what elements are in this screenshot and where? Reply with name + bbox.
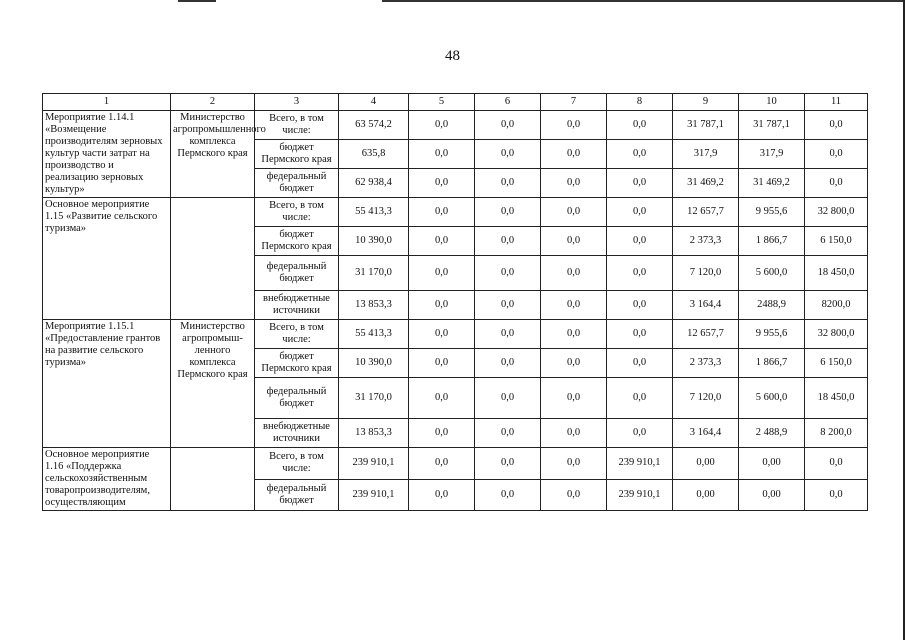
value-cell: 0,0: [409, 378, 475, 419]
value-cell: 0,00: [739, 479, 805, 511]
value-cell: 2488,9: [739, 291, 805, 320]
value-cell: 0,0: [805, 169, 868, 198]
value-cell: 0,00: [673, 448, 739, 480]
value-cell: 13 853,3: [339, 419, 409, 448]
value-cell: 0,0: [475, 419, 541, 448]
value-cell: 0,0: [607, 198, 673, 227]
value-cell: 0,0: [475, 140, 541, 169]
value-cell: 0,0: [607, 349, 673, 378]
value-cell: 8200,0: [805, 291, 868, 320]
budget-table: [42, 93, 868, 511]
activity-cell: Мероприятие 1.14.1 «Возмещение производителям зерновых культур части затрат на производство и реализацию зерновых культур»: [43, 111, 171, 198]
value-cell: 0,0: [475, 448, 541, 480]
funding-source-cell: бюджет Пермского края: [255, 227, 339, 256]
value-cell: 13 853,3: [339, 291, 409, 320]
scan-artifact-line-right: [382, 0, 905, 2]
value-cell: 0,0: [805, 140, 868, 169]
value-cell: 32 800,0: [805, 198, 868, 227]
column-header: 1: [43, 94, 171, 111]
value-cell: 9 955,6: [739, 198, 805, 227]
activity-cell: Мероприятие 1.15.1 «Предоставление грантов на развитие сельского туризма»: [43, 320, 171, 448]
column-header: 10: [739, 94, 805, 111]
value-cell: 0,0: [475, 111, 541, 140]
value-cell: 0,0: [607, 378, 673, 419]
column-header: 11: [805, 94, 868, 111]
value-cell: 5 600,0: [739, 256, 805, 291]
table-row: [43, 111, 868, 140]
value-cell: 0,0: [409, 479, 475, 511]
value-cell: 0,0: [541, 198, 607, 227]
activity-cell: Основное мероприятие 1.15 «Развитие сельского туризма»: [43, 198, 171, 320]
value-cell: 0,0: [475, 169, 541, 198]
value-cell: 5 600,0: [739, 378, 805, 419]
table-row: [43, 320, 868, 349]
column-header: 6: [475, 94, 541, 111]
funding-source-cell: бюджет Пермского края: [255, 349, 339, 378]
value-cell: 0,0: [541, 169, 607, 198]
value-cell: 0,0: [541, 378, 607, 419]
value-cell: 0,0: [541, 349, 607, 378]
value-cell: 0,0: [805, 448, 868, 480]
value-cell: 239 910,1: [607, 448, 673, 480]
value-cell: 0,00: [673, 479, 739, 511]
value-cell: 0,0: [409, 140, 475, 169]
value-cell: 0,00: [739, 448, 805, 480]
value-cell: 55 413,3: [339, 320, 409, 349]
value-cell: 12 657,7: [673, 198, 739, 227]
value-cell: 31 787,1: [673, 111, 739, 140]
value-cell: 0,0: [409, 320, 475, 349]
value-cell: 0,0: [541, 419, 607, 448]
value-cell: 31 170,0: [339, 256, 409, 291]
value-cell: 12 657,7: [673, 320, 739, 349]
value-cell: 2 488,9: [739, 419, 805, 448]
value-cell: 0,0: [409, 227, 475, 256]
value-cell: 0,0: [607, 419, 673, 448]
value-cell: 0,0: [607, 169, 673, 198]
value-cell: 18 450,0: [805, 378, 868, 419]
funding-source-cell: федеральный бюджет: [255, 169, 339, 198]
value-cell: 7 120,0: [673, 378, 739, 419]
value-cell: 0,0: [541, 111, 607, 140]
column-header: 9: [673, 94, 739, 111]
value-cell: 635,8: [339, 140, 409, 169]
value-cell: 62 938,4: [339, 169, 409, 198]
value-cell: 0,0: [409, 198, 475, 227]
value-cell: 0,0: [541, 291, 607, 320]
funding-source-cell: Всего, в том числе:: [255, 198, 339, 227]
value-cell: 3 164,4: [673, 419, 739, 448]
value-cell: 31 170,0: [339, 378, 409, 419]
value-cell: 0,0: [409, 291, 475, 320]
executor-cell: Министерство агропромыш-ленного комплекса Пермского края: [171, 320, 255, 448]
value-cell: 0,0: [475, 198, 541, 227]
table-row: [43, 198, 868, 227]
value-cell: 1 866,7: [739, 227, 805, 256]
value-cell: 18 450,0: [805, 256, 868, 291]
funding-source-cell: Всего, в том числе:: [255, 111, 339, 140]
value-cell: 0,0: [541, 227, 607, 256]
column-header: 7: [541, 94, 607, 111]
table-header-row: [43, 94, 868, 111]
value-cell: 9 955,6: [739, 320, 805, 349]
value-cell: 6 150,0: [805, 227, 868, 256]
value-cell: 10 390,0: [339, 227, 409, 256]
funding-source-cell: федеральный бюджет: [255, 479, 339, 511]
value-cell: 31 469,2: [673, 169, 739, 198]
column-header: 5: [409, 94, 475, 111]
value-cell: 0,0: [607, 140, 673, 169]
executor-cell: [171, 198, 255, 320]
value-cell: 0,0: [607, 111, 673, 140]
value-cell: 1 866,7: [739, 349, 805, 378]
value-cell: 0,0: [607, 291, 673, 320]
funding-source-cell: Всего, в том числе:: [255, 448, 339, 480]
value-cell: 239 910,1: [339, 479, 409, 511]
column-header: 3: [255, 94, 339, 111]
column-header: 8: [607, 94, 673, 111]
value-cell: 7 120,0: [673, 256, 739, 291]
value-cell: 31 469,2: [739, 169, 805, 198]
value-cell: 0,0: [409, 256, 475, 291]
value-cell: 8 200,0: [805, 419, 868, 448]
value-cell: 239 910,1: [339, 448, 409, 480]
value-cell: 2 373,3: [673, 227, 739, 256]
value-cell: 0,0: [541, 140, 607, 169]
value-cell: 0,0: [541, 256, 607, 291]
value-cell: 0,0: [607, 227, 673, 256]
value-cell: 3 164,4: [673, 291, 739, 320]
funding-source-cell: внебюджетные источники: [255, 419, 339, 448]
executor-cell: Министерство агропромышленного комплекса Пермского края: [171, 111, 255, 198]
value-cell: 0,0: [607, 256, 673, 291]
funding-source-cell: федеральный бюджет: [255, 256, 339, 291]
value-cell: 0,0: [409, 169, 475, 198]
scan-artifact-line-left: [178, 0, 216, 2]
value-cell: 32 800,0: [805, 320, 868, 349]
value-cell: 0,0: [475, 256, 541, 291]
value-cell: 0,0: [409, 419, 475, 448]
value-cell: 63 574,2: [339, 111, 409, 140]
activity-cell: Основное мероприятие 1.16 «Поддержка сельскохозяйственным товаропроизводителям, осуществляющим: [43, 448, 171, 511]
value-cell: 0,0: [541, 320, 607, 349]
value-cell: 0,0: [805, 111, 868, 140]
value-cell: 0,0: [475, 227, 541, 256]
funding-source-cell: бюджет Пермского края: [255, 140, 339, 169]
value-cell: 31 787,1: [739, 111, 805, 140]
value-cell: 0,0: [541, 479, 607, 511]
funding-source-cell: Всего, в том числе:: [255, 320, 339, 349]
column-header: 2: [171, 94, 255, 111]
funding-source-cell: федеральный бюджет: [255, 378, 339, 419]
funding-source-cell: внебюджетные источники: [255, 291, 339, 320]
value-cell: 0,0: [475, 320, 541, 349]
table-row: [43, 448, 868, 480]
value-cell: 0,0: [541, 448, 607, 480]
value-cell: 317,9: [673, 140, 739, 169]
column-header: 4: [339, 94, 409, 111]
value-cell: 0,0: [409, 448, 475, 480]
value-cell: 0,0: [607, 320, 673, 349]
value-cell: 10 390,0: [339, 349, 409, 378]
page-number: 48: [445, 48, 460, 64]
value-cell: 0,0: [475, 349, 541, 378]
value-cell: 2 373,3: [673, 349, 739, 378]
value-cell: 0,0: [805, 479, 868, 511]
value-cell: 0,0: [475, 291, 541, 320]
value-cell: 317,9: [739, 140, 805, 169]
value-cell: 0,0: [409, 349, 475, 378]
value-cell: 0,0: [475, 378, 541, 419]
value-cell: 0,0: [409, 111, 475, 140]
value-cell: 239 910,1: [607, 479, 673, 511]
executor-cell: [171, 448, 255, 511]
value-cell: 6 150,0: [805, 349, 868, 378]
value-cell: 0,0: [475, 479, 541, 511]
value-cell: 55 413,3: [339, 198, 409, 227]
